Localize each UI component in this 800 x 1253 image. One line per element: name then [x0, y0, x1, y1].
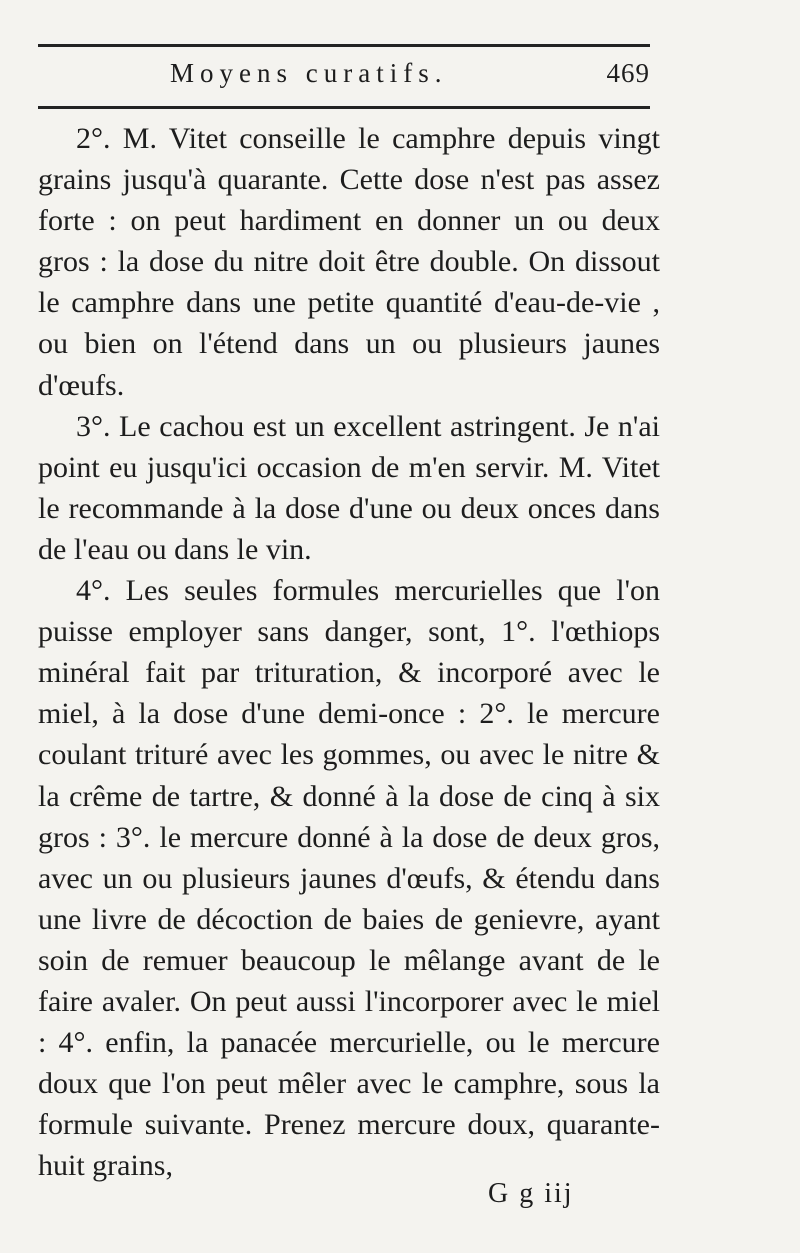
header-rule-bottom	[38, 106, 650, 109]
header-rule-top	[38, 44, 650, 47]
running-head	[170, 58, 650, 98]
paragraph: 4°. Les seules formules mercurielles que l'on puisse employer sans danger, sont, 1°. l'œthiops minéral fait par trituration, & incorporé avec le miel, à la dose d'une demi-once : 2°. le mercure coulant trituré avec les gommes, ou avec le nitre & la crême de tartre, & donné à la dose de cinq à six gros : 3°. le mercure donné à la dose de deux gros, avec un ou plusieurs jaunes d'œufs, & étendu dans une livre de décoction de baies de genievre, ayant soin de remuer beaucoup le mêlange avant de le faire avaler. On peut aussi l'incorporer avec le miel : 4°. enfin, la panacée mercurielle, ou le mercure doux que l'on peut mêler avec le camphre, sous la formule suivante. Prenez mercure doux, quarante-huit grains,	[38, 574, 660, 1183]
running-title: Moyens curatifs.	[170, 58, 448, 88]
body-text	[38, 118, 660, 1186]
page-number: 469	[606, 58, 650, 88]
paragraph: 3°. Le cachou est un excellent astringent. Je n'ai point eu jusqu'ici occasion de m'en servir. M. Vitet le recommande à la dose d'une ou deux onces dans de l'eau ou dans le vin.	[38, 409, 660, 566]
paragraph: 2°. M. Vitet conseille le camphre depuis vingt grains jusqu'à quarante. Cette dose n'est pas assez forte : on peut hardiment en donner un ou deux gros : la dose du nitre doit être double. On dissout le camphre dans une petite quantité d'eau-de-vie , ou bien on l'étend dans un ou plusieurs jaunes d'œufs.	[38, 122, 660, 402]
signature-mark: G g iij	[488, 1178, 574, 1209]
